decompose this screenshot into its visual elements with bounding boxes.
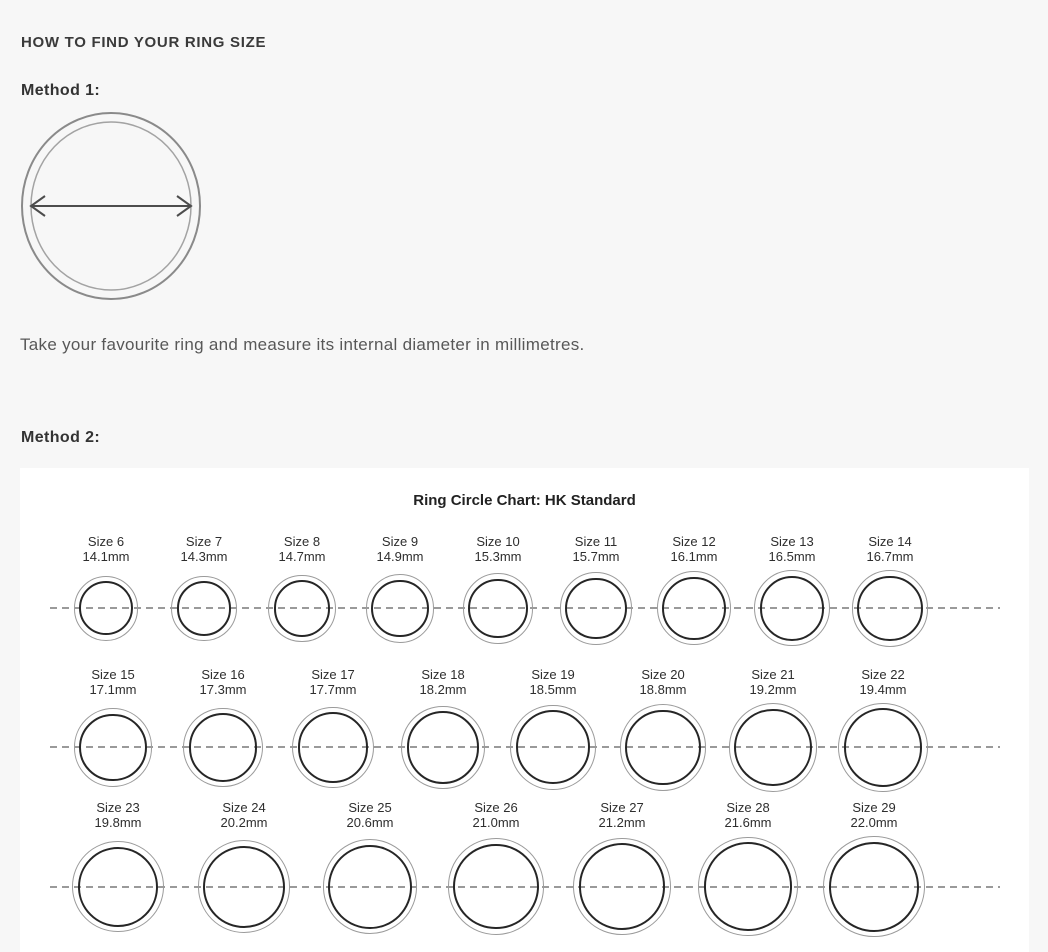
ring-size-item [55,800,181,937]
ring-size-item [181,800,307,937]
ring-size-label: Size 28 [726,800,770,816]
ring-size-item [449,534,547,647]
ring-size-label: Size 19 [531,666,575,682]
ring-outer-circle [401,706,485,790]
ring-outer-circle [463,573,533,643]
ring-size-item [718,667,828,792]
ring-diameter-label: 14.7mm [278,549,326,564]
ring-circle [698,836,797,937]
ring-size-label: Size 15 [91,666,135,682]
ring-size-label: Size 29 [852,800,896,816]
chart-row-sizes-15-22 [20,667,1029,792]
ring-outer-circle [620,704,706,790]
ring-inner-circle [857,576,923,642]
ring-size-item [388,667,498,792]
ring-outer-circle [183,708,263,788]
chart-row-sizes-23-29 [20,800,1029,937]
ring-circle [366,570,435,647]
ring-outer-circle [698,837,797,936]
ring-inner-circle [704,842,792,930]
ring-size-item [307,800,433,937]
ring-inner-circle [203,846,285,928]
ring-size-item [841,534,939,647]
ring-circle [183,703,263,792]
ring-size-label: Size 26 [474,800,518,816]
ring-outer-circle [852,570,929,647]
ring-inner-circle [453,844,539,930]
page-title: HOW TO FIND YOUR RING SIZE [21,34,267,51]
ring-circle [838,703,927,792]
ring-circle [463,570,533,647]
ring-circle [448,836,545,937]
method2-heading: Method 2: [21,429,101,446]
ring-with-diameter-arrow-icon [16,109,208,307]
chart-row-sizes-6-14 [20,534,1029,647]
ring-inner-circle [516,710,590,784]
method1-heading: Method 1: [21,82,101,99]
ring-size-item [498,667,608,792]
ring-size-label: Size 25 [348,800,392,816]
ring-outer-circle [72,841,163,932]
ring-diameter-label: 19.2mm [749,681,797,697]
ring-size-label: Size 20 [641,666,685,682]
ring-size-label: Size 23 [96,800,140,816]
ring-diameter-label: 14.9mm [376,549,424,564]
ring-size-label: Size 7 [185,534,223,549]
ring-size-item [608,667,718,792]
ring-outer-circle [366,574,435,643]
ring-outer-circle [657,571,731,645]
ring-items-row [20,667,1029,792]
ring-diameter-label: 21.6mm [724,815,772,831]
ring-outer-circle [729,703,817,791]
ring-size-label: Size 11 [574,534,618,549]
ring-inner-circle [78,847,158,927]
ring-circle [852,570,929,647]
ring-inner-circle [407,711,480,784]
ring-size-label: Size 16 [201,666,245,682]
ring-diameter-label: 19.8mm [94,815,142,831]
ring-diameter-label: 18.2mm [419,681,467,697]
ring-diameter-label: 20.2mm [220,815,268,831]
ring-inner-circle [468,579,527,638]
ring-inner-circle [844,708,922,786]
ring-size-label: Size 14 [868,534,912,549]
ring-size-label: Size 10 [476,534,520,549]
ring-circle [729,703,817,792]
ring-diameter-label: 21.2mm [598,815,646,831]
ring-outer-circle [323,839,418,934]
ring-diameter-label: 16.7mm [866,549,914,564]
ring-size-label: Size 12 [672,534,716,549]
ring-outer-circle [510,705,595,790]
ring-items-row [20,800,1029,937]
ring-diameter-label: 18.8mm [639,681,687,697]
ring-diameter-label: 15.3mm [474,549,522,564]
ring-inner-circle [829,842,919,932]
ring-size-label: Size 22 [861,666,905,682]
ring-outer-circle [823,836,924,937]
ring-size-label: Size 9 [381,534,419,549]
ring-outer-circle [448,838,545,935]
ring-circle [823,836,924,937]
ring-circle [74,570,139,647]
ring-inner-circle [298,712,368,782]
ring-size-item [433,800,559,937]
ring-size-label: Size 17 [311,666,355,682]
ring-diameter-label: 17.7mm [309,681,357,697]
ring-circle [198,836,291,937]
ring-outer-circle [74,576,139,641]
ring-outer-circle [573,838,671,936]
ring-size-item [155,534,253,647]
ring-circle [560,570,632,647]
ring-circle [573,836,671,937]
ring-size-item [559,800,685,937]
ring-inner-circle [274,580,331,637]
ring-size-item [828,667,938,792]
ring-diameter-label: 15.7mm [572,549,620,564]
ring-circle [620,703,706,792]
ring-inner-circle [79,714,147,782]
ring-circle [754,570,830,647]
ring-circle [510,703,595,792]
ring-items-row [20,534,1029,647]
ring-diameter-label: 16.1mm [670,549,718,564]
ring-diameter-label: 19.4mm [859,681,907,697]
ring-outer-circle [838,703,927,792]
ring-outer-circle [292,707,373,788]
ring-diameter-label: 17.3mm [199,681,247,697]
ring-diameter-label: 17.1mm [89,681,137,697]
ring-size-label: Size 24 [222,800,266,816]
ring-outer-circle [754,570,830,646]
ring-inner-circle [79,581,133,635]
chart-title: Ring Circle Chart: HK Standard [413,492,636,509]
ring-size-item [253,534,351,647]
ring-circle [323,836,418,937]
ring-inner-circle [189,713,258,782]
ring-size-label: Size 8 [283,534,321,549]
ring-size-item [645,534,743,647]
ring-diameter-label: 21.0mm [472,815,520,831]
ring-size-item [278,667,388,792]
ring-circle [72,836,163,937]
ring-inner-circle [734,709,811,786]
ring-inner-circle [625,710,700,785]
ring-size-item [58,667,168,792]
ring-diameter-label: 14.3mm [180,549,228,564]
ring-size-label: Size 18 [421,666,465,682]
diameter-arrow-icon [31,196,191,216]
ring-circle [292,703,373,792]
ring-chart-panel [20,468,1029,952]
ring-outer-circle [268,575,336,643]
ring-size-label: Size 21 [751,666,795,682]
ring-outer-circle [171,576,237,642]
ring-diameter-label: 20.6mm [346,815,394,831]
ring-size-item [547,534,645,647]
ring-circle [268,570,336,647]
ring-diameter-label: 16.5mm [768,549,816,564]
ring-size-label: Size 6 [87,534,125,549]
ring-diameter-label: 14.1mm [82,549,130,564]
ring-inner-circle [328,845,412,929]
ring-size-item [351,534,449,647]
ring-size-label: Size 27 [600,800,644,816]
ring-circle [401,703,485,792]
ring-diameter-label: 18.5mm [529,681,577,697]
ring-circle [657,570,731,647]
method1-description: Take your favourite ring and measure its internal diameter in millimetres. [20,335,585,354]
ring-inner-circle [371,580,429,638]
ring-circle [74,703,153,792]
ring-size-label: Size 13 [770,534,814,549]
ring-size-item [685,800,811,937]
ring-size-item [168,667,278,792]
ring-inner-circle [565,578,626,639]
ring-outer-circle [198,840,291,933]
ring-circle [171,570,237,647]
ring-diameter-label: 22.0mm [850,815,898,831]
ring-measurement-diagram [16,109,208,312]
ring-inner-circle [579,843,666,930]
ring-size-item [57,534,155,647]
ring-outer-circle [74,708,153,787]
ring-size-item [743,534,841,647]
ring-inner-circle [760,576,825,641]
ring-inner-circle [662,577,725,640]
ring-size-item [811,800,937,937]
ring-outer-circle [560,572,632,644]
ring-inner-circle [177,581,232,636]
